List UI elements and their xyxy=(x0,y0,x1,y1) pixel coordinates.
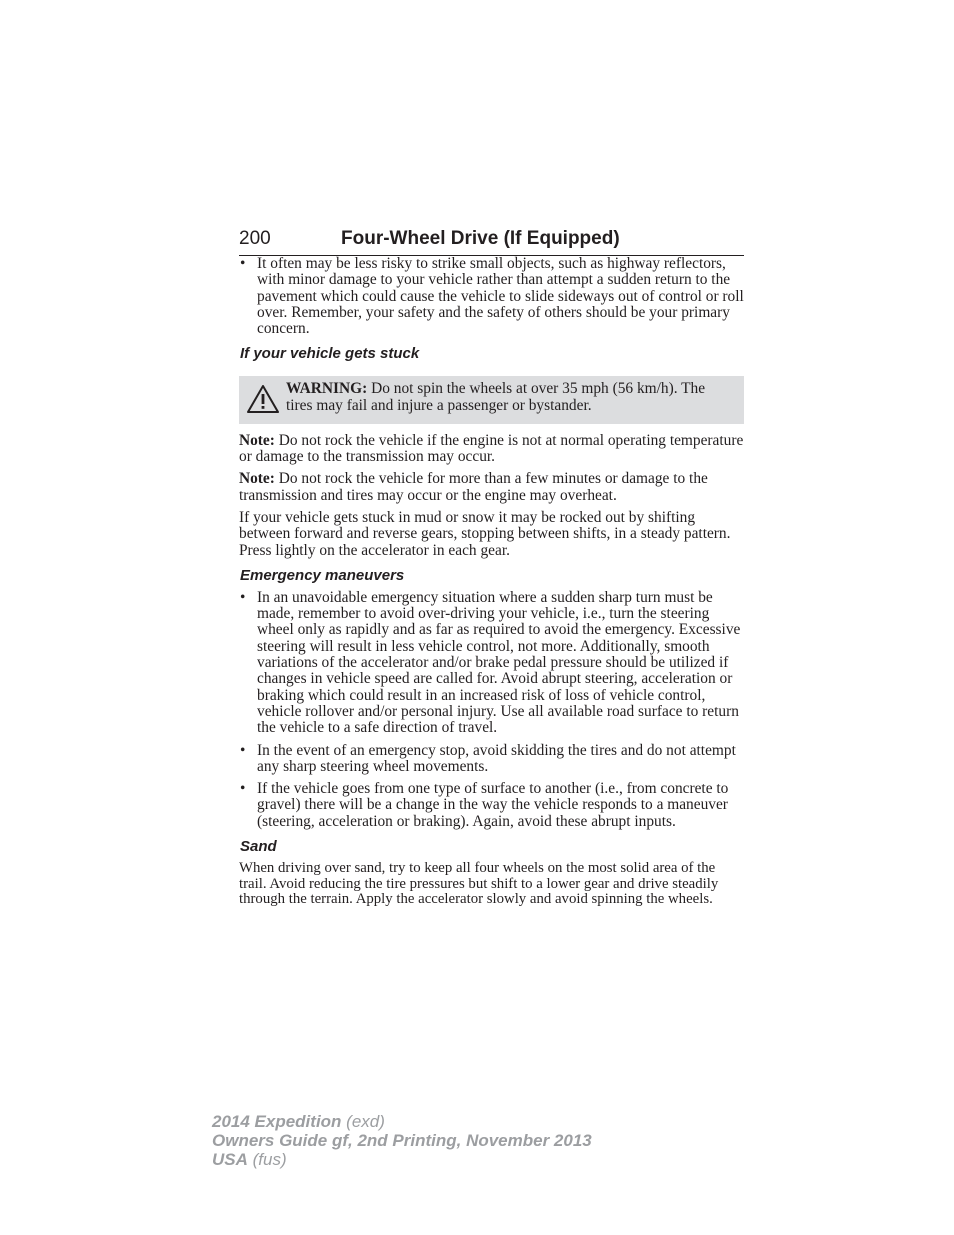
list-item-text: It often may be less risky to strike small objects, such as highway reflectors, with minor damage to your vehicle rather than attempt a sudden return to the pavement which could cause the vehicle to slide sideways out of control or roll over. Remember, your safety and the safety of others should be your primary concern. xyxy=(257,255,744,338)
list-item xyxy=(239,781,744,830)
page-title: Four-Wheel Drive (If Equipped) xyxy=(341,228,620,249)
footer-model: 2014 Expedition xyxy=(212,1112,342,1131)
note-label: Note: xyxy=(239,431,275,449)
page-header xyxy=(239,228,744,256)
footer-market-code: (fus) xyxy=(252,1150,287,1169)
bullet-icon: • xyxy=(240,780,246,798)
list-item xyxy=(239,743,744,776)
bullet-icon: • xyxy=(240,588,246,606)
page-content xyxy=(239,228,744,914)
section-heading-stuck: If your vehicle gets stuck xyxy=(240,345,420,363)
section-heading-emergency: Emergency maneuvers xyxy=(240,566,405,584)
list-item xyxy=(239,256,744,337)
note-text: Do not rock the vehicle for more than a few minutes or damage to the transmission and tires may occur or the engine may overheat. xyxy=(239,470,708,504)
warning-label: WARNING: xyxy=(286,380,368,398)
warning-triangle-icon xyxy=(246,381,282,418)
page-number: 200 xyxy=(239,228,271,249)
intro-bullet-list xyxy=(239,256,744,337)
list-item-text: In an unavoidable emergency situation where a sudden sharp turn must be made, remember to avoid over-driving your vehicle, i.e., turn the steering wheel only as rapidly and as far as required to avoid the emergency. Excessive steering will result in less vehicle control, not more. Additionally, smooth variations of the accelerator and/or brake pedal pressure should be utilized if changes in vehicle speed are called for. Avoid abrupt steering, acceleration or braking which could result in an increased risk of loss of vehicle control, vehicle rollover and/or personal injury. Use all available road surface to return the vehicle to a safe direction of travel. xyxy=(257,588,741,737)
bullet-icon: • xyxy=(240,255,246,272)
footer-market: USA xyxy=(212,1150,248,1169)
note-paragraph-1 xyxy=(239,433,744,466)
footer-line-2 xyxy=(212,1131,592,1150)
warning-text: Do not spin the wheels at over 35 mph (56 km/h). The tires may fail and injure a passenger or bystander. xyxy=(286,380,706,414)
list-item-text: If the vehicle goes from one type of surface to another (i.e., from concrete to gravel) there will be a change in the way the vehicle responds to a maneuver (steering, acceleration or braking). Again, avoid these abrupt inputs. xyxy=(257,780,729,830)
note-label: Note: xyxy=(239,470,275,488)
page-footer xyxy=(212,1112,592,1169)
note-paragraph-2 xyxy=(239,471,744,504)
footer-model-code: (exd) xyxy=(346,1112,385,1131)
footer-line-3 xyxy=(212,1150,592,1169)
footer-edition: Owners Guide gf, 2nd Printing, November 2013 xyxy=(212,1131,592,1150)
list-item-text: In the event of an emergency stop, avoid skidding the tires and do not attempt any sharp steering wheel movements. xyxy=(257,741,736,775)
warning-box xyxy=(239,376,744,423)
section-heading-sand: Sand xyxy=(240,838,277,856)
sand-paragraph: When driving over sand, try to keep all four wheels on the most solid area of the trail. Avoid reducing the tire pressures but shift to a lower gear and drive steadily through the terrain. Apply the accelerator slowly and avoid spinning the wheels. xyxy=(239,860,719,908)
note-text: Do not rock the vehicle if the engine is not at normal operating temperature or damage to the transmission may occur. xyxy=(239,431,744,466)
bullet-icon: • xyxy=(240,741,246,759)
list-item xyxy=(239,590,744,737)
stuck-paragraph: If your vehicle gets stuck in mud or snow it may be rocked out by shifting between forward and reverse gears, stopping between shifts, in a steady pattern. Press lightly on the accelerator in each gear. xyxy=(239,508,731,559)
emergency-bullet-list xyxy=(239,590,744,830)
footer-line-1 xyxy=(212,1112,592,1131)
warning-text-block xyxy=(286,381,734,418)
